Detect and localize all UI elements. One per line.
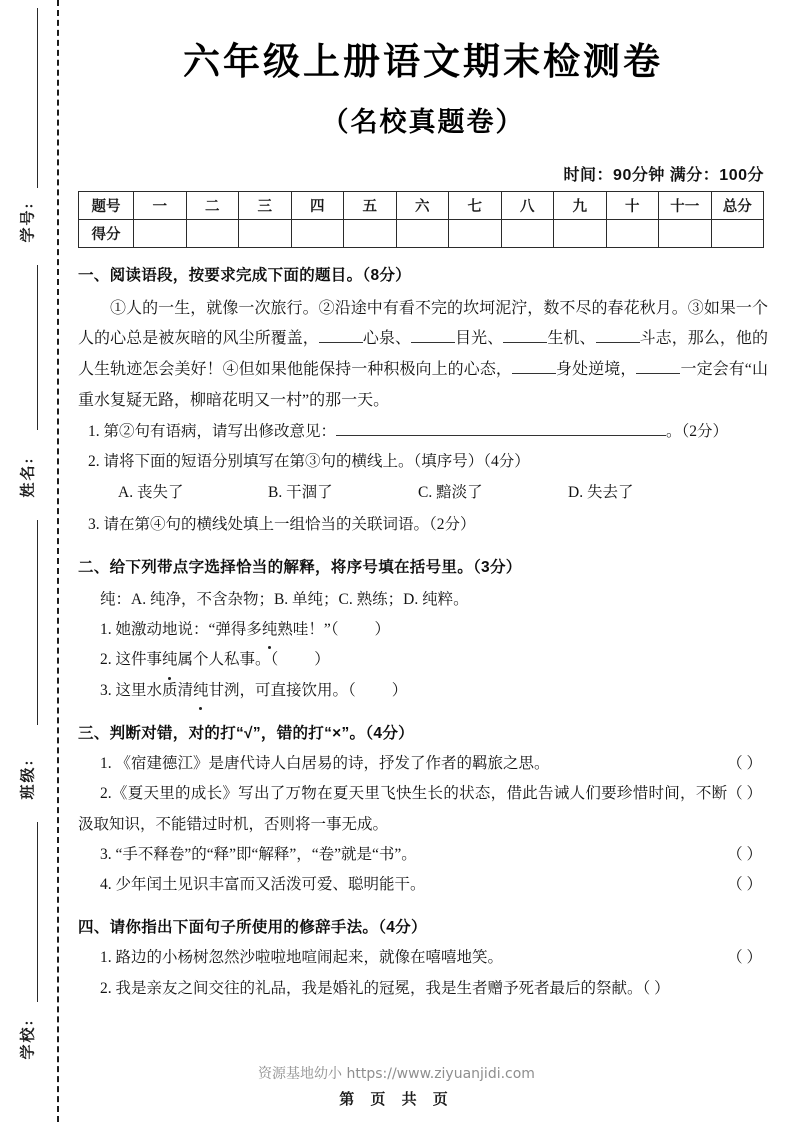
- section-four-item-1: [100, 943, 768, 973]
- margin-label-student-id: 学号:: [20, 201, 37, 243]
- margin-rule-4: [37, 822, 38, 1002]
- margin-label-class: 班级:: [20, 758, 37, 800]
- s3-item4-text: 少年闰土见识丰富而又活泼可爱、聪明能干。: [115, 875, 426, 893]
- choice-c[interactable]: C. 黯淡了: [418, 483, 483, 501]
- s2-item3-number: 3.: [100, 681, 112, 699]
- score-cell-7[interactable]: [449, 220, 502, 248]
- s4-item1-text: 路边的小杨树忽然沙啦啦地喧闹起来，就像在嘻嘻地笑。: [115, 949, 504, 967]
- score-table-row-label-score: 得分: [79, 220, 134, 248]
- s2-item2-close: ）: [314, 651, 330, 669]
- s2-item1-dotted-char: 纯: [262, 615, 278, 645]
- section-four-heading: 四、请你指出下面句子所使用的修辞手法。（4分）: [78, 919, 427, 937]
- section-four-item-2: [100, 974, 768, 1004]
- s2-item1-number: 1.: [100, 621, 112, 639]
- section-one-question-3: [88, 510, 768, 540]
- score-col-total: 总分: [711, 192, 764, 220]
- score-cell-6[interactable]: [396, 220, 449, 248]
- s4-item1-answer-paren[interactable]: （ ）: [727, 949, 762, 967]
- section-one-question-2: [88, 447, 768, 477]
- score-cell-2[interactable]: [186, 220, 239, 248]
- score-table-row-label-number: 题号: [79, 192, 134, 220]
- q2-number: 2.: [88, 452, 100, 470]
- margin-label-name: 姓名:: [20, 456, 37, 498]
- score-col-3: 三: [239, 192, 292, 220]
- s3-item2-answer-paren[interactable]: （ ）: [727, 785, 762, 803]
- s3-item2-number: 2.: [100, 785, 112, 803]
- score-col-5: 五: [344, 192, 397, 220]
- q3-number: 3.: [88, 515, 100, 533]
- s2-item2-pre: 这件事: [115, 651, 163, 669]
- s2-item2-dotted-char: 纯: [162, 645, 178, 675]
- margin-rule-1: [37, 8, 38, 188]
- passage-blank-5[interactable]: [512, 373, 556, 374]
- passage-part-7: 一定会有“山重水复疑无路，柳暗花明又一村”的那一天。: [78, 361, 768, 409]
- section-two-heading: 二、给下列带点字选择恰当的解释，将序号填在括号里。（3分）: [78, 558, 522, 576]
- passage-part-3: 目光、: [455, 330, 504, 348]
- score-cell-5[interactable]: [344, 220, 397, 248]
- passage-part-6: 身处逆境，: [555, 361, 637, 379]
- margin-rule-2: [37, 265, 38, 430]
- score-cell-8[interactable]: [501, 220, 554, 248]
- s3-item2-text: 《夏天里的成长》写出了万物在夏天里飞快生长的状态，借此告诫人们要珍惜时间，不断汲取知识，不能错过时机，否则将一事无成。: [78, 785, 728, 833]
- score-col-9: 九: [554, 192, 607, 220]
- section-two-definition: 纯：A. 纯净，不含杂物；B. 单纯；C. 熟练；D. 纯粹。: [100, 590, 469, 608]
- q3-text: 请在第④句的横线处填上一组恰当的关联词语。（2分）: [103, 515, 476, 533]
- section-one-passage: [78, 294, 768, 417]
- score-cell-9[interactable]: [554, 220, 607, 248]
- passage-blank-3[interactable]: [503, 342, 547, 343]
- score-col-4: 四: [291, 192, 344, 220]
- passage-blank-4[interactable]: [596, 342, 640, 343]
- s2-item1-post: 熟哇！”（: [277, 621, 339, 639]
- score-table-score-row: [79, 220, 764, 248]
- section-one-question-1: [88, 417, 768, 447]
- score-col-7: 七: [449, 192, 502, 220]
- q1-text: 第②句有语病，请写出修改意见：: [103, 422, 337, 440]
- passage-part-4: 生机、: [547, 330, 596, 348]
- score-cell-11[interactable]: [659, 220, 712, 248]
- section-three-heading: 三、判断对错，对的打“√”，错的打“×”。（4分）: [78, 724, 414, 742]
- q1-tail: 。（2分）: [666, 422, 729, 440]
- q2-text: 请将下面的短语分别填写在第③句的横线上。（填序号）（4分）: [103, 452, 530, 470]
- exam-meta-info: 时间：90分钟 满分：100分: [563, 167, 764, 185]
- passage-blank-2[interactable]: [411, 342, 455, 343]
- score-cell-3[interactable]: [239, 220, 292, 248]
- s2-item2-post: 属个人私事。（: [177, 651, 279, 669]
- score-cell-10[interactable]: [606, 220, 659, 248]
- s2-item2-number: 2.: [100, 651, 112, 669]
- choice-a[interactable]: A. 丧失了: [118, 483, 184, 501]
- passage-blank-6[interactable]: [636, 373, 680, 374]
- s3-item3-number: 3.: [100, 845, 112, 863]
- s3-item1-text: 《宿建德江》是唐代诗人白居易的诗，抒发了作者的羁旅之思。: [115, 755, 550, 773]
- section-one: [78, 264, 768, 539]
- section-two: [78, 556, 768, 706]
- section-two-item-1: [100, 615, 768, 645]
- passage-part-1: ①人的一生，就像一次旅行。②沿途中有看不完的坎坷泥泞，数不尽的春花秋月。③如果一个人的心总是被灰暗的风尘所覆盖，: [78, 299, 768, 348]
- s2-item3-close: ）: [391, 681, 408, 699]
- s2-item3-post: 甘洌，可直接饮用。（: [208, 681, 356, 699]
- score-table: [78, 191, 764, 248]
- score-table-header-row: [79, 192, 764, 220]
- page-title: 六年级上册语文期末检测卷: [183, 41, 663, 82]
- s4-item2-number: 2.: [100, 979, 112, 997]
- s3-item3-answer-paren[interactable]: （ ）: [727, 845, 762, 863]
- s3-item1-number: 1.: [100, 755, 112, 773]
- margin-rule-3: [37, 520, 38, 725]
- passage-part-2: 心泉、: [362, 330, 412, 348]
- score-col-2: 二: [186, 192, 239, 220]
- section-four: [78, 916, 768, 1004]
- section-one-choice-list: [118, 477, 768, 510]
- s2-item3-pre: 这里水质清: [115, 681, 194, 699]
- score-cell-4[interactable]: [291, 220, 344, 248]
- s2-item1-pre: 她激动地说：“弹得多: [115, 621, 262, 639]
- score-col-6: 六: [396, 192, 449, 220]
- score-col-11: 十一: [659, 192, 712, 220]
- exam-content: [78, 0, 768, 1004]
- q1-number: 1.: [88, 422, 100, 440]
- score-col-10: 十: [606, 192, 659, 220]
- s2-item1-close: ）: [374, 621, 391, 639]
- s4-item1-number: 1.: [100, 949, 112, 967]
- s3-item1-answer-paren[interactable]: （ ）: [727, 755, 762, 773]
- section-one-heading: 一、阅读语段，按要求完成下面的题目。（8分）: [78, 267, 411, 285]
- seal-dashed-line: [57, 0, 59, 1122]
- passage-blank-1[interactable]: [319, 342, 363, 343]
- score-col-1: 一: [134, 192, 187, 220]
- section-three-item-3: [100, 840, 768, 870]
- section-three-item-2: [78, 779, 768, 839]
- q1-answer-blank[interactable]: [336, 435, 666, 436]
- s3-item4-number: 4.: [100, 875, 112, 893]
- s3-item4-answer-paren[interactable]: （ ）: [727, 875, 762, 893]
- page-subtitle: （名校真题卷）: [321, 107, 525, 138]
- choice-d[interactable]: D. 失去了: [568, 483, 634, 501]
- score-cell-total[interactable]: [711, 220, 764, 248]
- section-two-item-2: [100, 645, 768, 675]
- choice-b[interactable]: B. 干涸了: [268, 483, 333, 501]
- s4-item2-text[interactable]: 我是亲友之间交往的礼品，我是婚礼的冠冕，我是生者赠予死者最后的祭献。（ ）: [115, 979, 670, 997]
- margin-label-school: 学校:: [20, 1018, 37, 1060]
- page-number-footer: 第 页 共 页: [339, 1091, 454, 1108]
- section-three: [78, 722, 768, 900]
- section-three-item-4: [100, 870, 768, 900]
- s2-item3-dotted-char: 纯: [193, 676, 209, 706]
- score-cell-1[interactable]: [134, 220, 187, 248]
- passage-part-5: 斗志，那么，他的人生轨迹怎会美好！④但如果他能保持一种积极向上的心态，: [78, 330, 768, 379]
- s3-item3-text: “手不释卷”的“释”即“解释”，“卷”就是“书”。: [115, 845, 417, 863]
- site-watermark: 资源基地幼小 https://www.ziyuanjidi.com: [258, 1066, 535, 1082]
- score-col-8: 八: [501, 192, 554, 220]
- margin-label-column: [0, 0, 57, 1122]
- section-three-item-1: [100, 749, 768, 779]
- section-two-item-3: [100, 676, 768, 706]
